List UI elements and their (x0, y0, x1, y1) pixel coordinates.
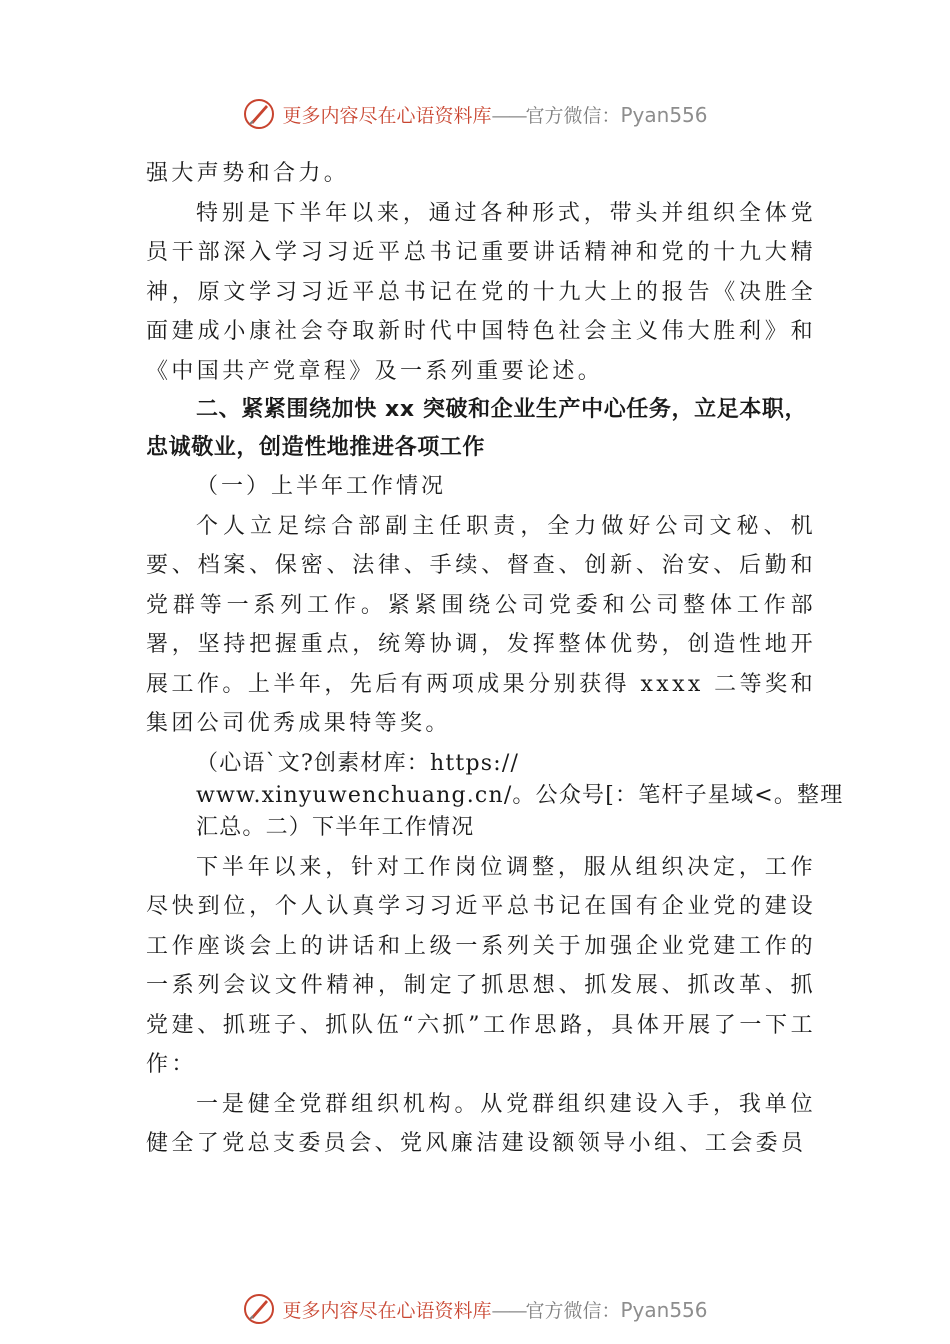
paragraph-continuation: 强大声势和合力。 (146, 161, 350, 186)
banner-text (282, 1296, 707, 1323)
banner-wechat-label: 官方微信： (525, 104, 621, 127)
header-banner (0, 94, 950, 134)
banner-text (282, 101, 707, 128)
section-heading-2: 二、紧紧围绕加快 xx 突破和企业生产中心任务，立足本职，忠诚敬业，创造性地推进各项工作 (146, 397, 808, 460)
banner-wechat-label: 官方微信： (525, 1299, 621, 1322)
source-note (146, 748, 844, 844)
paragraph-first-half: 个人立足综合部副主任职责，全力做好公司文秘、机要、档案、保密、法律、手续、督查、创新、治安、后勤和党群等一系列工作。紧紧围绕公司党委和公司整体工作部署，坚持把握重点，统筹协调，发挥整体优势，创造性地开展工作。上半年，先后有两项成果分别获得 xxxx 二等奖和集团公司优秀成果特等奖。 (146, 513, 816, 736)
banner-dash: —— (491, 1299, 526, 1322)
banner-site-name: 更多内容尽在心语资料库 (282, 1299, 492, 1322)
source-note-line-3: 汇总。二）下半年工作情况 (196, 814, 475, 840)
footer-banner (0, 1289, 950, 1329)
quill-seal-icon (242, 97, 276, 131)
banner-wechat-id: Pyan556 (620, 1297, 708, 1322)
paragraph-second-half: 下半年以来，针对工作岗位调整，服从组织决定，工作尽快到位，个人认真学习习近平总书记在国有企业党的建设工作座谈会上的讲话和上级一系列关于加强企业党建工作的一系列会议文件精神，制定了抓思想、抓发展、抓改革、抓党建、抓班子、抓队伍“六抓”工作思路，具体开展了一下工作： (146, 854, 816, 1077)
document-body (146, 154, 844, 1164)
quill-seal-icon (242, 1292, 276, 1326)
paragraph-party-org: 一是健全党群组织机构。从党群组织建设入手，我单位健全了党总支委员会、党风廉洁建设额领导小组、工会委员 (146, 1091, 816, 1156)
subheading-first-half: （一）上半年工作情况 (196, 474, 447, 499)
banner-dash: —— (491, 104, 526, 127)
banner-wechat-id: Pyan556 (620, 102, 708, 127)
source-note-line-2: www.xinyuwenchuang.cn/。公众号[：笔杆子星域<。整理 (196, 782, 844, 808)
banner-site-name: 更多内容尽在心语资料库 (282, 104, 492, 127)
source-note-line-1: （心语`文?创素材库：https:// (196, 750, 520, 776)
paragraph-study: 特别是下半年以来，通过各种形式，带头并组织全体党员干部深入学习习近平总书记重要讲话精神和党的十九大精神，原文学习习近平总书记在党的十九大上的报告《决胜全面建成小康社会夺取新时代中国特色社会主义伟大胜利》和《中国共产党章程》及一系列重要论述。 (146, 200, 816, 384)
